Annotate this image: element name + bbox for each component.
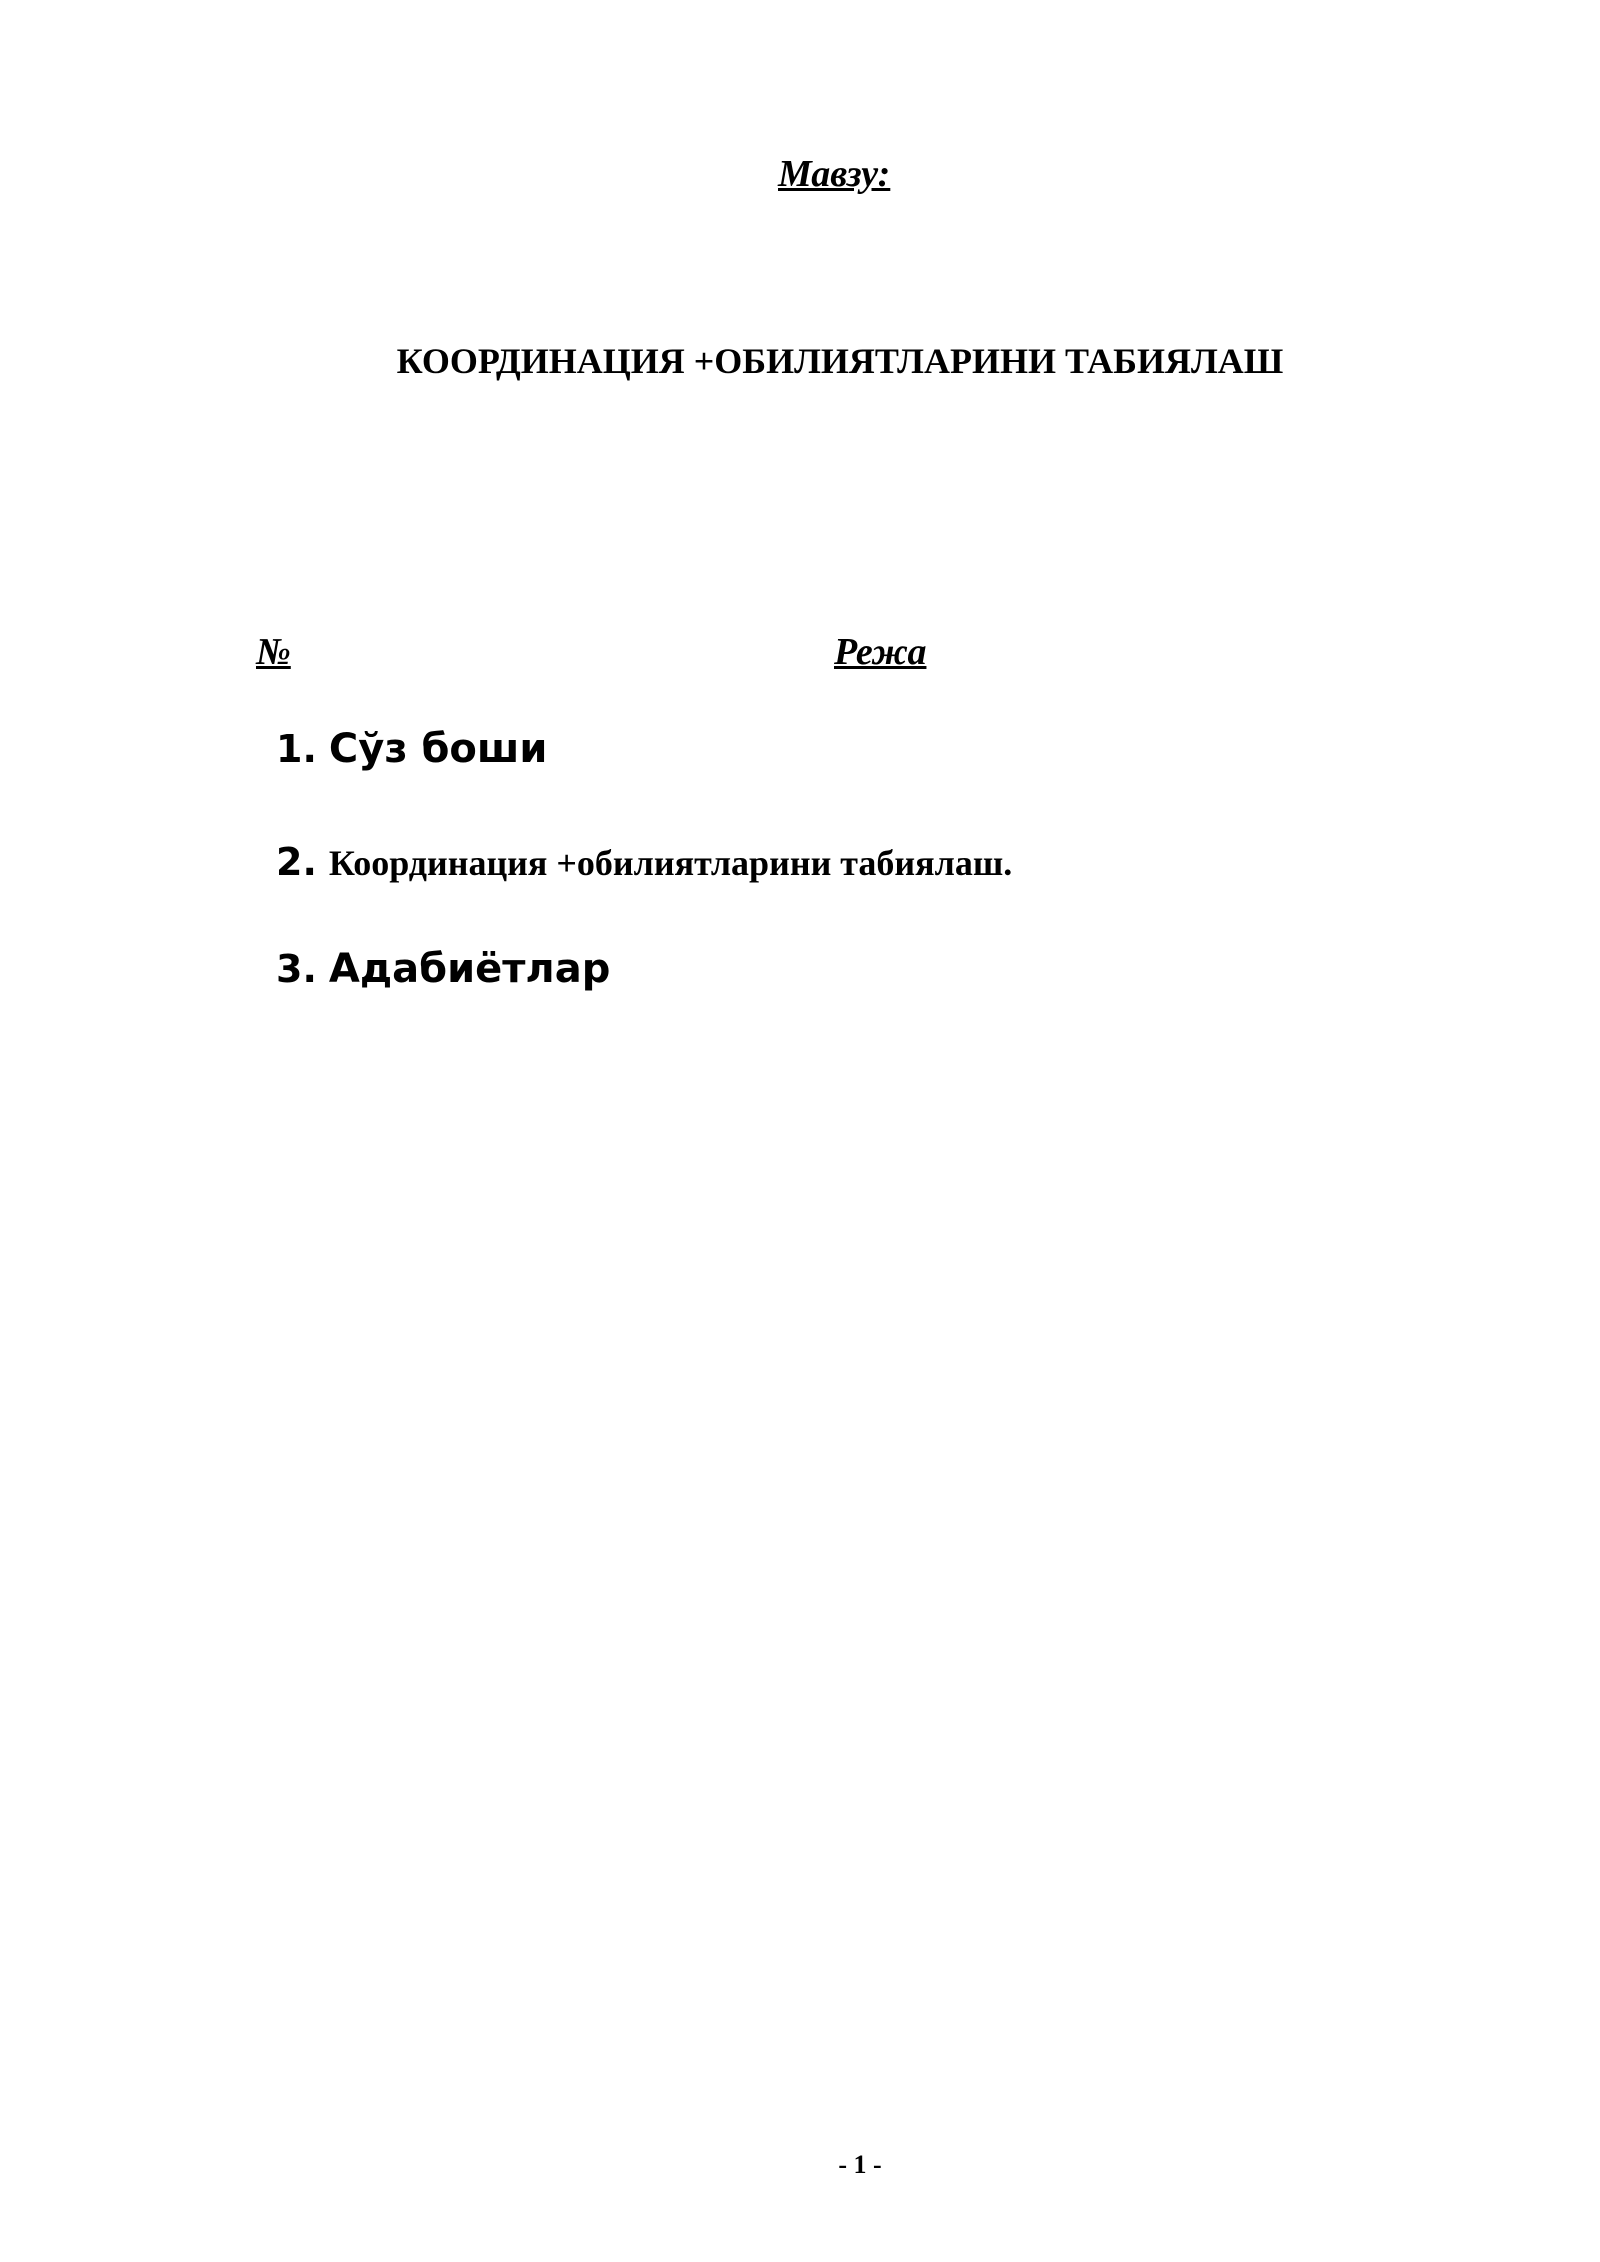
number-column-header: №: [256, 631, 291, 673]
plan-item-number: 3.: [276, 947, 317, 991]
plan-item-number: 1.: [276, 727, 317, 771]
plan-heading: Режа: [834, 631, 927, 673]
document-title: КООРДИНАЦИЯ +ОБИЛИЯТЛАРИНИ ТАБИЯЛАШ: [396, 341, 1284, 381]
plan-item-introduction: [276, 726, 547, 772]
plan-item-coordination: [276, 840, 1012, 884]
plan-item-number: 2.: [276, 840, 317, 884]
plan-item-text: Адабиётлар: [328, 946, 611, 992]
plan-item-text: Сўз боши: [328, 726, 548, 772]
topic-label: Мавзу:: [778, 153, 891, 195]
plan-item-text: Координация +обилиятларини табиялаш.: [328, 843, 1013, 883]
plan-item-references: [276, 946, 610, 992]
page-number: - 1 -: [838, 2150, 882, 2179]
